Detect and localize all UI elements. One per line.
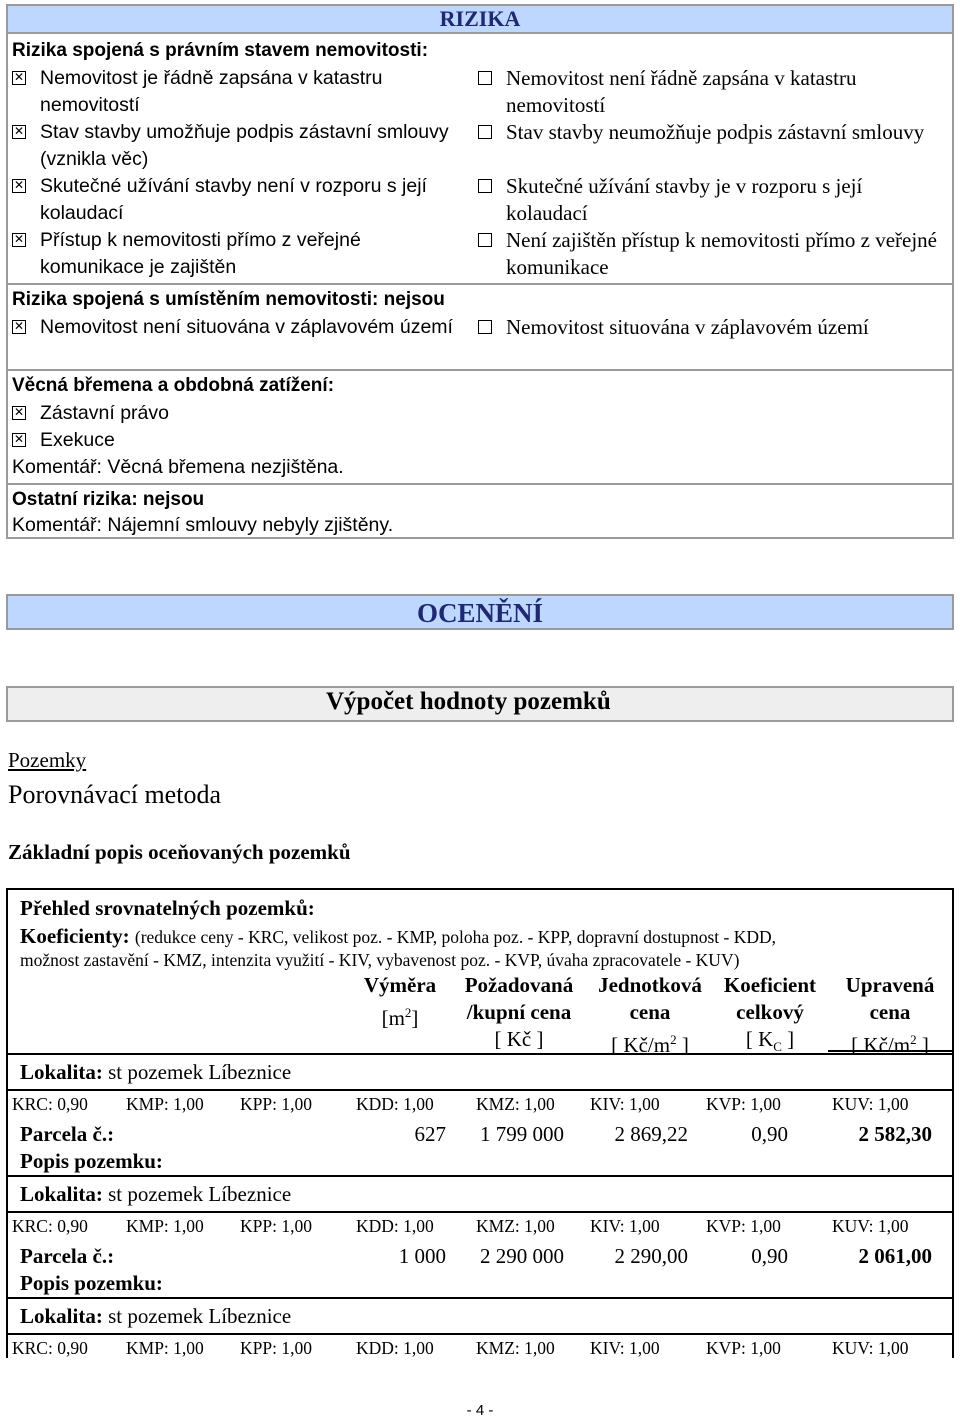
- coef-desc-1: (redukce ceny - KRC, velikost poz. - KMP, poloha poz. - KPP, dopravní dostupnost - KDD,: [134, 927, 776, 947]
- col-price: Požadovaná /kupní cena [ Kč ]: [464, 973, 574, 1051]
- col-unit-price: Jednotková cena [ $Kč/m^2$ ]: [598, 973, 702, 1057]
- legal-risks-heading: Rizika spojená s právním stavem nemovitosti:: [12, 40, 429, 61]
- unit-price-value: 2 869,22: [614, 1122, 688, 1146]
- page-number: - 4 -: [466, 1402, 494, 1419]
- location-risks-heading: Rizika spojená s umístěním nemovitosti: nejsou: [12, 289, 445, 310]
- checkbox-checked-icon[interactable]: ✕: [13, 70, 25, 84]
- checkbox-checked-icon[interactable]: ✕: [13, 178, 25, 192]
- adjusted-value: 2 061,00: [858, 1244, 932, 1268]
- legal-item-3: ✕ Skutečné užívání stavby není v rozporu s její kolaudací: [13, 175, 427, 224]
- burden-item-1: ✕ Zástavní právo: [13, 402, 169, 424]
- coef-value: KPP: 1,00: [240, 1338, 312, 1358]
- coef-value: KMZ: 1,00: [476, 1216, 555, 1236]
- coef-value: KVP: 1,00: [706, 1338, 781, 1358]
- coef-value: KRC: 0,90: [12, 1338, 88, 1358]
- coef-value: KUV: 1,00: [832, 1338, 909, 1358]
- method-title: Porovnávací metoda: [8, 780, 221, 809]
- overview-title: Přehled srovnatelných pozemků:: [20, 896, 315, 920]
- coef-value: KDD: 1,00: [356, 1094, 434, 1114]
- legal-alt-item-2: Stav stavby neumožňuje podpis zástavní smlouvy: [478, 119, 938, 146]
- coef-label: Koeficienty:: [20, 924, 130, 948]
- legal-alt-item-4: Není zajištěn přístup k nemovitosti přímo z veřejné komunikace: [478, 227, 938, 281]
- checkbox-checked-icon[interactable]: ✕: [13, 232, 25, 246]
- legal-item-2: ✕ Stav stavby umožňuje podpis zástavní smlouvy (vznikla věc): [13, 121, 449, 170]
- area-value: 1 000: [398, 1244, 446, 1268]
- coef-value: KIV: 1,00: [590, 1094, 660, 1114]
- header-underline: [828, 1050, 952, 1052]
- row-divider: [8, 1211, 952, 1213]
- other-risks-heading: Ostatní rizika: nejsou: [12, 489, 205, 510]
- burdens-comment: Komentář: Věcná břemena nezjištěna.: [12, 456, 344, 478]
- coef-value: KMZ: 1,00: [476, 1338, 555, 1358]
- desc-label: Popis pozemku:: [20, 1149, 163, 1173]
- coef-value: KIV: 1,00: [590, 1338, 660, 1358]
- comparables-table: [6, 888, 954, 1358]
- legal-item-4: ✕ Přístup k nemovitosti přímo z veřejné komunikace je zajištěn: [13, 229, 361, 278]
- checkbox-checked-icon[interactable]: ✕: [13, 319, 25, 333]
- burden-item-2: ✕ Exekuce: [13, 429, 115, 451]
- coef-value: KRC: 0,90: [12, 1216, 88, 1236]
- risks-title: RIZIKA: [6, 4, 954, 34]
- col-adjusted: Upravená cena [ $Kč/m^2$ ]: [845, 973, 935, 1057]
- checkbox-checked-icon[interactable]: ✕: [13, 432, 25, 446]
- table-row: Lokalita: st pozemek Líbeznice: [20, 1182, 292, 1206]
- coef-value: KIV: 1,00: [590, 1216, 660, 1236]
- coef-total-value: 0,90: [751, 1244, 788, 1268]
- basic-desc: Základní popis oceňovaných pozemků: [8, 840, 351, 864]
- checkbox-checked-icon[interactable]: ✕: [13, 405, 25, 419]
- risks-box: [6, 32, 954, 539]
- legal-alt-item-3: Skutečné užívání stavby je v rozporu s její kolaudací: [478, 173, 938, 227]
- row-divider: [8, 1175, 952, 1177]
- other-risks-comment: Komentář: Nájemní smlouvy nebyly zjištěny.: [12, 514, 394, 536]
- coef-value: KMP: 1,00: [126, 1338, 204, 1358]
- legal-item-1: ✕ Nemovitost je řádně zapsána v katastru nemovitostí: [13, 67, 383, 116]
- checkbox-empty-icon[interactable]: [478, 125, 492, 139]
- divider: [8, 483, 952, 485]
- price-value: 1 799 000: [480, 1122, 564, 1146]
- coef-value: KUV: 1,00: [832, 1216, 909, 1236]
- unit-price-value: 2 290,00: [614, 1244, 688, 1268]
- land-link[interactable]: Pozemky: [8, 748, 87, 772]
- burdens-heading: Věcná břemena a obdobná zatížení:: [12, 375, 335, 396]
- coef-value: KDD: 1,00: [356, 1216, 434, 1236]
- coef-value: KMP: 1,00: [126, 1216, 204, 1236]
- row-divider: [8, 1053, 952, 1055]
- checkbox-checked-icon[interactable]: ✕: [13, 124, 25, 138]
- checkbox-empty-icon[interactable]: [478, 320, 492, 334]
- location-alt-item-1: Nemovitost situována v záplavovém území: [478, 314, 948, 341]
- desc-label: Popis pozemku:: [20, 1271, 163, 1295]
- coef-total-value: 0,90: [751, 1122, 788, 1146]
- location-item-1: ✕ Nemovitost není situována v záplavovém území: [13, 316, 453, 338]
- coef-value: KPP: 1,00: [240, 1216, 312, 1236]
- col-area: Výměra $[m^2]$: [363, 973, 437, 1030]
- col-coef: Koeficient celkový [ $K_C$ ]: [723, 973, 817, 1055]
- coef-value: KPP: 1,00: [240, 1094, 312, 1114]
- coef-value: KMZ: 1,00: [476, 1094, 555, 1114]
- valuation-title: OCENĚNÍ: [6, 594, 954, 630]
- row-divider: [8, 1089, 952, 1091]
- row-divider: [8, 1333, 952, 1335]
- area-value: 627: [414, 1122, 446, 1146]
- legal-alt-item-1: Nemovitost není řádně zapsána v katastru nemovitostí: [478, 65, 938, 119]
- parcel-label: Parcela č.:: [20, 1244, 115, 1268]
- divider: [8, 283, 952, 285]
- checkbox-empty-icon[interactable]: [478, 179, 492, 193]
- table-row: Lokalita: st pozemek Líbeznice: [20, 1060, 292, 1084]
- table-row: Lokalita: st pozemek Líbeznice: [20, 1304, 292, 1328]
- land-calc-title: Výpočet hodnoty pozemků: [6, 686, 954, 722]
- divider: [8, 369, 952, 371]
- coef-desc-2: možnost zastavění - KMZ, intenzita využití - KIV, vybavenost poz. - KVP, úvaha zpracovatele - KUV): [20, 950, 740, 970]
- coef-value: KUV: 1,00: [832, 1094, 909, 1114]
- checkbox-empty-icon[interactable]: [478, 233, 492, 247]
- coef-line: [20, 924, 776, 949]
- row-divider: [8, 1297, 952, 1299]
- coef-value: KVP: 1,00: [706, 1094, 781, 1114]
- coef-value: KRC: 0,90: [12, 1094, 88, 1114]
- adjusted-value: 2 582,30: [858, 1122, 932, 1146]
- checkbox-empty-icon[interactable]: [478, 71, 492, 85]
- coef-value: KDD: 1,00: [356, 1338, 434, 1358]
- parcel-label: Parcela č.:: [20, 1122, 115, 1146]
- coef-value: KMP: 1,00: [126, 1094, 204, 1114]
- coef-value: KVP: 1,00: [706, 1216, 781, 1236]
- price-value: 2 290 000: [480, 1244, 564, 1268]
